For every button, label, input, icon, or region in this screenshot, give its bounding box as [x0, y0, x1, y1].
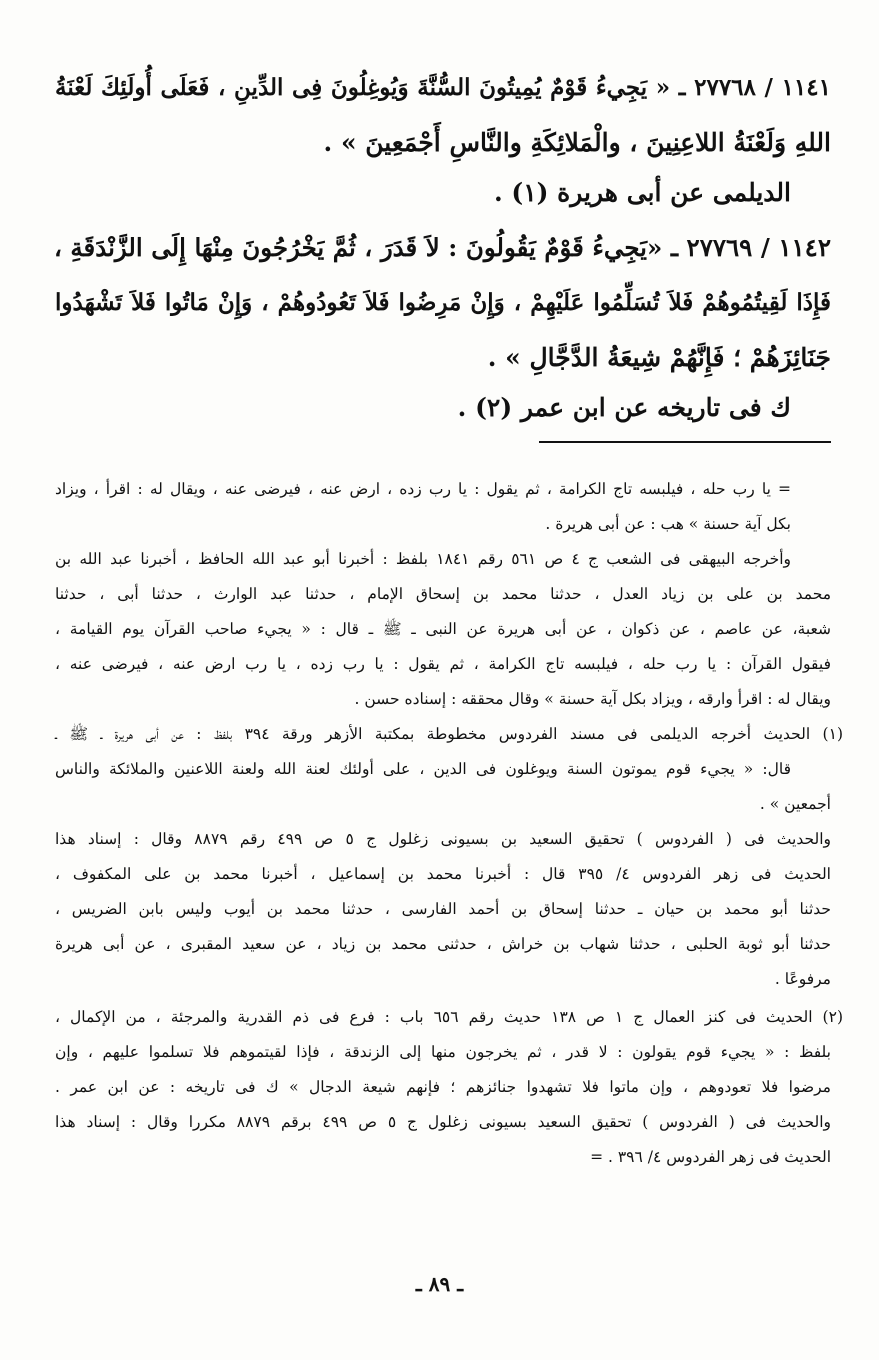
hadith-1141-source: الديلمى عن أبى هريرة (١) . — [493, 178, 791, 207]
footnote-2-line: الحديث فى زهر الفردوس ٤/ ٣٩٦ . = — [590, 1148, 831, 1166]
hadith-1142-line-2: فَإِذَا لَقِيتُمُوهُمْ فَلاَ تُسَلِّمُوا عَلَيْهِمْ ، وَإِنْ مَرِضُوا فَلاَ تَعُودُوهُمْ ، وَإِنْ مَاتُوا فَلاَ تَشْهَدُوا — [55, 289, 831, 316]
footnote-separator — [539, 441, 831, 443]
hadith-1142-line-3: جَنَائِزَهُمْ ؛ فَإِنَّهُمْ شِيعَةُ الدَّجَّالِ » . — [487, 343, 831, 372]
footnote-continuation-line: بكل آية حسنة » هب : عن أبى هريرة . — [545, 515, 791, 533]
footnote-2-line: والحديث فى ( الفردوس ) تحقيق السعيد بسيونى زغلول ج ٥ ص ٤٩٩ برقم ٨٨٧٩ مكررا وقال : إسناد هذا — [55, 1113, 831, 1131]
footnote-1-line: قال: « يجيء قوم يموتون السنة ويوغلون فى الدين ، على أولئك لعنة الله ولعنة اللاعنين والملائكة والناس — [55, 760, 791, 778]
page-number: ـ ٨٩ ـ — [415, 1272, 464, 1296]
footnote-1-line: مرفوعًا . — [774, 970, 831, 988]
footnote-continuation-line: وأخرجه البيهقى فى الشعب ج ٤ ص ٥٦١ رقم ١٨٤١ بلفظ : أخبرنا أبو عبد الله الحافظ ، أخبرنا عبد الله بن — [55, 550, 791, 568]
footnote-continuation-line: = يا رب حله ، فيلبسه تاج الكرامة ، ثم يقول : يا رب زده ، ارض عنه ، فيرضى عنه ، ويقال له : اقرأ ، ويزاد — [55, 480, 791, 498]
footnote-2-line: بلفظ : « يجيء قوم يقولون : لا قدر ، ثم يخرجون منها إلى الزندقة ، فإذا لقيتموهم فلا تسلموا عليهم ، وإن — [55, 1043, 831, 1061]
footnote-continuation-line: ويقال له : اقرأ وارقه ، ويزاد بكل آية حسنة » وقال محققه : إسناده حسن . — [354, 690, 831, 708]
footnote-continuation-line: فيقول القرآن : يا رب حله ، فيلبسه تاج الكرامة ، ثم يقول : يا رب زده ، يا رب ارض عنه ، فيرضى عنه ، — [55, 655, 831, 673]
hadith-1141-line-1: ١١٤١ / ٢٧٧٦٨ ـ « يَجِيءُ قَوْمٌ يُمِيتُونَ السُّنَّةَ وَيُوغِلُونَ فِى الدِّينِ ، فَعَلَى أُولَئِكَ لَعْنَةُ — [55, 74, 831, 101]
footnote-1-line: حدثنا أبو ثوبة الحلبى ، حدثنا شهاب بن خراش ، حدثنى محمد بن زياد ، عن سعيد المقبرى ، عن أبى هريرة — [55, 935, 832, 953]
footnote-1-line: (١) الحديث أخرجه الديلمى فى مسند الفردوس مخطوطة بمكتبة الأزهر ورقة ٣٩٤ بلفظ : عن أبى هريرة ـ ﷺ ـ — [55, 725, 843, 743]
hadith-1142-source: ك فى تاريخه عن ابن عمر (٢) . — [457, 393, 791, 422]
footnote-1-line: الحديث فى زهر الفردوس ٤/ ٣٩٥ قال : أخبرنا محمد بن إسماعيل ، أخبرنا محمد بن على المكفوف ، — [55, 865, 831, 883]
footnote-2-line: مرضوا فلا تعودوهم ، وإن ماتوا فلا تشهدوا جنائزهم ؛ فإنهم شيعة الدجال » ك فى تاريخه : عن ابن عمر . — [55, 1078, 831, 1096]
footnote-2-line: (٢) الحديث فى كنز العمال ج ١ ص ١٣٨ حديث رقم ٦٥٦ باب : فرع فى ذم القدرية والمرجئة ، من الإكمال ، — [55, 1008, 843, 1026]
footnote-1-line: والحديث فى ( الفردوس ) تحقيق السعيد بن بسيونى زغلول ج ٥ ص ٤٩٩ رقم ٨٨٧٩ وقال : إسناد هذا — [55, 830, 831, 848]
footnote-continuation-line: شعبة، عن عاصم ، عن ذكوان ، عن أبى هريرة عن النبى ـ ﷺ ـ قال : « يجيء صاحب القرآن يوم القيامة ، — [55, 620, 831, 638]
hadith-1141-line-2: اللهِ وَلَعْنَةُ اللاعِنِينَ ، والْمَلائِكَةِ والنَّاسِ أَجْمَعِينَ » . — [323, 128, 831, 157]
footnote-1-line: أجمعين » . — [759, 795, 831, 813]
footnote-continuation-line: محمد بن على بن زياد العدل ، حدثنا محمد بن إسحاق الإمام ، حدثنا عبد الوارث ، حدثنا أبى ، حدثنا — [55, 585, 831, 603]
footnote-1-line: حدثنا أبو محمد بن حيان ـ حدثنا إسحاق بن أحمد الفارسى ، حدثنا محمد بن أيوب وليس بابن الضريس ، — [55, 900, 831, 918]
hadith-1142-line-1: ١١٤٢ / ٢٧٧٦٩ ـ «يَجِيءُ قَوْمٌ يَقُولُونَ : لاَ قَدَرَ ، ثُمَّ يَخْرُجُونَ مِنْهَا إِلَى الزَّنْدَقَةِ ، — [53, 233, 831, 262]
